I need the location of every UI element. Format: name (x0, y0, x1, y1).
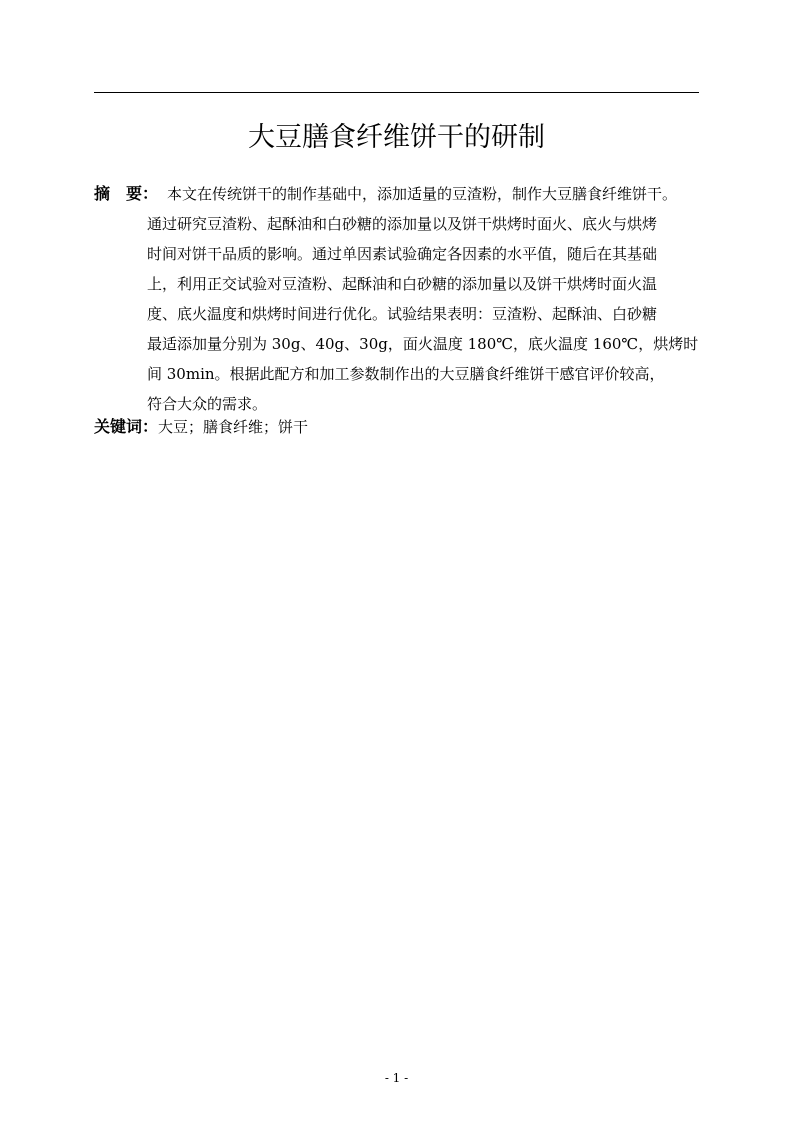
abstract-line: 通过研究豆渣粉、起酥油和白砂糖的添加量以及饼干烘烤时面火、底火与烘烤 (147, 215, 658, 233)
abstract-section (94, 179, 699, 419)
page-title: 大豆膳食纤维饼干的研制 (248, 122, 545, 153)
abstract-line: 符合大众的需求。 (147, 395, 268, 413)
keywords-section (94, 412, 308, 442)
header-rule (94, 92, 699, 93)
abstract-line: 度、底火温度和烘烤时间进行优化。试验结果表明：豆渣粉、起酥油、白砂糖 (147, 305, 658, 323)
abstract-line: 最适添加量分别为 30g、40g、30g，面火温度 180℃，底火温度 160℃，烘烤时 (147, 335, 699, 353)
abstract-line: 上，利用正交试验对豆渣粉、起酥油和白砂糖的添加量以及饼干烘烤时面火温 (147, 275, 658, 293)
page-number: - 1 - (384, 1071, 409, 1085)
abstract-line: 本文在传统饼干的制作基础中，添加适量的豆渣粉，制作大豆膳食纤维饼干。 (167, 185, 678, 203)
abstract-line: 时间对饼干品质的影响。通过单因素试验确定各因素的水平值，随后在其基础 (147, 245, 658, 263)
abstract-line: 间 30min。根据此配方和加工参数制作出的大豆膳食纤维饼干感官评价较高， (147, 365, 665, 383)
abstract-label: 摘 要： (94, 184, 159, 203)
abstract-body (94, 179, 699, 419)
keywords-label: 关键词： (94, 417, 159, 436)
keywords-value: 大豆；膳食纤维；饼干 (158, 418, 309, 436)
